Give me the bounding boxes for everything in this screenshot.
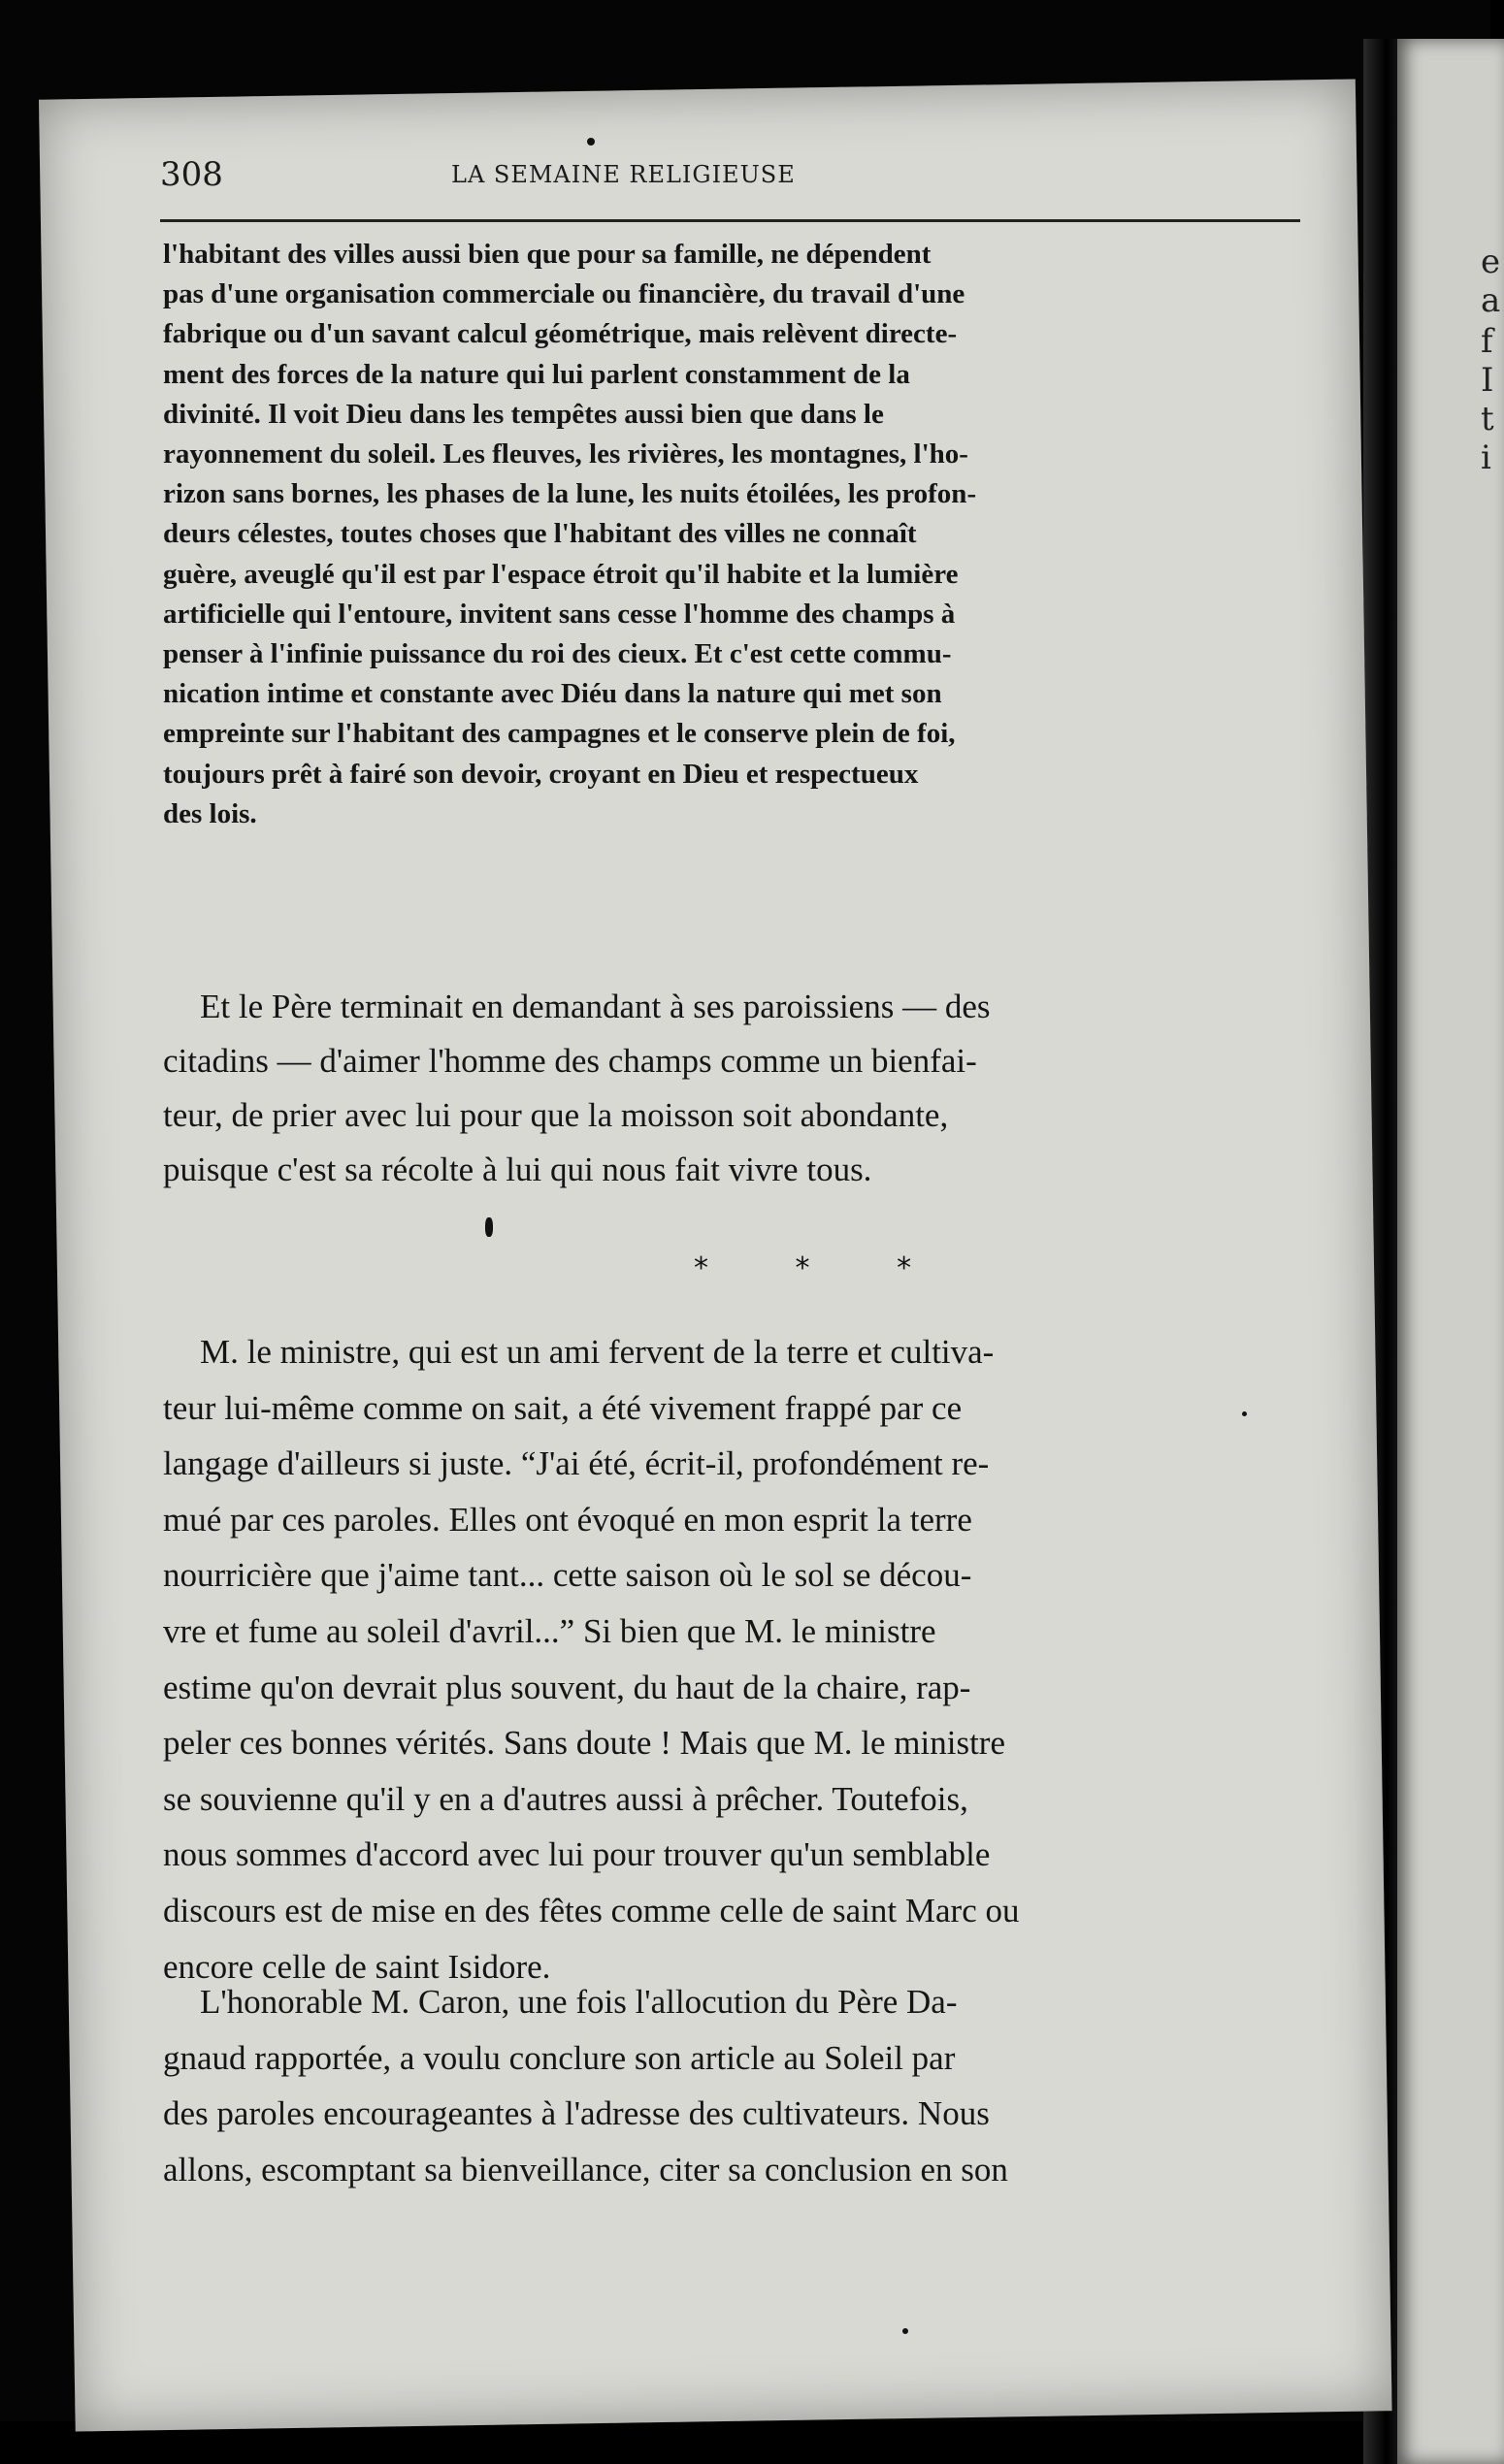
text-line: l'habitant des villes aussi bien que pour sa famille, ne dépendent: [163, 239, 932, 270]
text-line: rizon sans bornes, les phases de la lune, les nuits étoilées, les profon-: [163, 478, 977, 510]
text-line: puisque c'est sa récolte à lui qui nous fait vivre tous.: [163, 1151, 872, 1188]
adjacent-page-fragment: i: [1481, 438, 1491, 477]
text-line: vre et fume au soleil d'avril...” Si bien que M. le ministre: [163, 1611, 936, 1650]
text-line: estime qu'on devrait plus souvent, du haut de la chaire, rap-: [163, 1668, 971, 1706]
paragraph-continued: [163, 235, 1327, 834]
paragraph-caron: [163, 1974, 1327, 2197]
running-title: LA SEMAINE RELIGIEUSE: [451, 161, 796, 188]
text-line: teur, de prier avec lui pour que la moisson soit abondante,: [163, 1096, 949, 1134]
text-line: rayonnement du soleil. Les fleuves, les rivières, les montagnes, l'ho-: [163, 438, 968, 470]
adjacent-page-edge: [1397, 39, 1504, 2464]
text-line: fabrique ou d'un savant calcul géométrique, mais relèvent directe-: [163, 318, 958, 350]
text-line: citadins — d'aimer l'homme des champs comme un bienfai-: [163, 1042, 977, 1080]
text-line: nous sommes d'accord avec lui pour trouver qu'un semblable: [163, 1835, 991, 1874]
text-line: mué par ces paroles. Elles ont évoqué en mon esprit la terre: [163, 1500, 972, 1539]
adjacent-page-fragment: e: [1481, 243, 1501, 281]
adjacent-page-fragment: f: [1481, 322, 1493, 361]
text-line: gnaud rapportée, a voulu conclure son article au Soleil par: [163, 2038, 956, 2077]
text-line: empreinte sur l'habitant des campagnes et le conserve plein de foi,: [163, 718, 956, 750]
text-line: teur lui-même comme on sait, a été vivement frappé par ce: [163, 1388, 963, 1427]
text-line: des paroles encourageantes à l'adresse des cultivateurs. Nous: [163, 2094, 990, 2133]
text-line: penser à l'infinie puissance du roi des cieux. Et c'est cette commu-: [163, 638, 952, 670]
page-number: 308: [160, 155, 223, 194]
text-line: des lois.: [163, 797, 257, 829]
text-line: discours est de mise en des fêtes comme celle de saint Marc ou: [163, 1891, 1020, 1929]
scan-speck: [1242, 1411, 1247, 1416]
text-line: ment des forces de la nature qui lui parlent constamment de la: [163, 358, 910, 390]
adjacent-page-fragment: a: [1481, 281, 1501, 320]
text-line: M. le ministre, qui est un ami fervent de la terre et cultiva-: [200, 1333, 995, 1371]
text-line: guère, aveuglé qu'il est par l'espace étroit qu'il habite et la lumière: [163, 558, 959, 590]
text-line: allons, escomptant sa bienveillance, citer sa conclusion en son: [163, 2150, 1008, 2188]
scan-speck: [587, 138, 595, 146]
section-separator: * * *: [694, 1251, 951, 1285]
text-line: langage d'ailleurs si juste. “J'ai été, écrit-il, profondément re-: [163, 1444, 990, 1483]
text-line: L'honorable M. Caron, une fois l'allocution du Père Da-: [200, 1983, 958, 2021]
page-header: [160, 155, 1295, 213]
text-line: pas d'une organisation commerciale ou financière, du travail d'une: [163, 278, 965, 310]
text-line: deurs célestes, toutes choses que l'habitant des villes ne connaît: [163, 518, 917, 550]
scan-speck: [485, 1217, 493, 1237]
adjacent-page-fragment: t: [1481, 400, 1494, 438]
text-line: Et le Père terminait en demandant à ses paroissiens — des: [200, 988, 991, 1025]
scan-speck: [902, 2328, 908, 2334]
text-line: toujours prêt à fairé son devoir, croyant en Dieu et respectueux: [163, 758, 919, 790]
text-line: encore celle de saint Isidore.: [163, 1947, 551, 1986]
text-line: se souvienne qu'il y en a d'autres aussi à prêcher. Toutefois,: [163, 1779, 968, 1818]
text-line: nication intime et constante avec Diéu dans la nature qui met son: [163, 678, 942, 710]
header-rule: [160, 219, 1300, 222]
paragraph-pere-terminait: [163, 980, 1327, 1197]
text-line: artificielle qui l'entoure, invitent sans cesse l'homme des champs à: [163, 598, 956, 630]
paragraph-ministre: [163, 1324, 1327, 1994]
adjacent-page-fragment: I: [1481, 361, 1494, 400]
text-line: peler ces bonnes vérités. Sans doute ! Mais que M. le ministre: [163, 1724, 1005, 1763]
text-line: nourricière que j'aime tant... cette saison où le sol se décou-: [163, 1556, 972, 1595]
text-line: divinité. Il voit Dieu dans les tempêtes aussi bien que dans le: [163, 398, 884, 430]
